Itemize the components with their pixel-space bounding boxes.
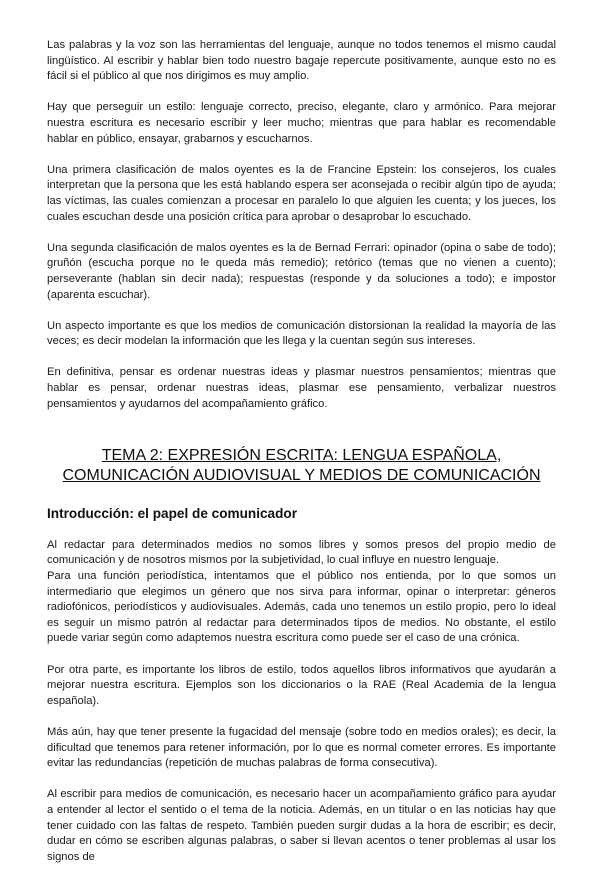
paragraph-epstein: Una primera clasificación de malos oyentes es la de Francine Epstein: los consejeros, los cuales interpretan que la persona que les está hablando espera ser aconsejada o recibir algún tipo de ayuda; las víctimas, las cuales comienzan a procesar en paralelo lo que alguien les cuenta; y los jueces, los cuales escuchan desde una posición crítica para aprobar o desaprobar lo escuchado. [47,163,556,223]
paragraph-libros-estilo: Por otra parte, es importante los libros de estilo, todos aquellos libros informativos que ayudarán a mejorar nuestra escritura. Ejemplos son los diccionarios o la RAE (Real Academia de la lengua española). [47,663,556,707]
paragraph-ferrari: Una segunda clasificación de malos oyentes es la de Bernad Ferrari: opinador (opina o sabe de todo); gruñón (escucha porque no le queda más remedio); retórico (temas que no vienen a cuento); perseverante (hablan sin decir nada); respuestas (responde y da soluciones a todo); e impostor (aparenta escuchar). [47,241,556,301]
paragraph-en-definitiva: En definitiva, pensar es ordenar nuestras ideas y plasmar nuestros pensamientos; mientras que hablar es pensar, ordenar nuestras ideas, plasmar ese pensamiento, verbalizar nuestros pensamientos y ayudarnos del acompañamiento gráfico. [47,366,556,410]
paragraph-redactar: Al redactar para determinados medios no somos libres y somos presos del propio medio de comunicación y de nosotros mismos por la subjetividad, lo cual influye en nuestro lenguaje. [47,538,556,567]
section-subtitle: Introducción: el papel de comunicador [47,506,298,522]
paragraph-voz-lenguaje: Las palabras y la voz son las herramientas del lenguaje, aunque no todos tenemos el mismo caudal lingüístico. Al escribir y hablar bien todo nuestro bagaje repercute positivamente, aunque esto no es fácil si el público al que nos dirigimos es muy amplio. [47,39,556,83]
paragraph-funcion-periodistica: Para una función periodística, intentamos que el público nos entienda, por lo que somos un intermediario que elegimos un género que nos sirva para informar, opinar o interpretar: géneros radiofónicos, periodísticos y audiovisuales. Además, cada uno tenemos un estilo propio, pero lo ideal es seguir un mismo patrón al redactar para determinados tipos de medios. No obstante, el estilo puede variar según como adaptemos nuestra escritura como puede ser el caso de una crónica. [47,570,556,645]
paragraph-medios-distorsion: Un aspecto importante es que los medios de comunicación distorsionan la realidad la mayoría de las veces; es decir modelan la información que les llega y la cuentan según sus intereses. [47,319,556,348]
tema2-title [47,446,556,486]
tema2-title-line2: COMUNICACIÓN AUDIOVISUAL Y MEDIOS DE COMUNICACIÓN [62,467,541,485]
paragraph-estilo: Hay que perseguir un estilo: lenguaje correcto, preciso, elegante, claro y armónico. Para mejorar nuestra escritura es necesario escribir y leer mucho; mientras que para hablar es recomendable hablar en público, ensayar, grabarnos y escucharnos. [47,101,556,145]
document-page [47,38,556,881]
paragraph-acompanamiento-grafico: Al escribir para medios de comunicación, es necesario hacer un acompañamiento gráfico para ayudar a entender al lector el sentido o el tema de la noticia. Además, en un titular o en las noticias hay que tener cuidado con las faltas de respeto. También pueden surgir dudas a la hora de escribir; es decir, dudar en cómo se escriben algunas palabras, o saber si llevan acentos o tener problemas al usar los signos de [47,788,556,863]
tema2-title-line1: TEMA 2: EXPRESIÓN ESCRITA: LENGUA ESPAÑOLA, [101,447,502,465]
paragraph-fugacidad: Más aún, hay que tener presente la fugacidad del mensaje (sobre todo en medios orales); es decir, la dificultad que tenemos para retener información, por lo que es normal cometer errores. Es importante evitar las redundancias (repetición de muchas palabras de forma consecutiva). [47,725,556,770]
